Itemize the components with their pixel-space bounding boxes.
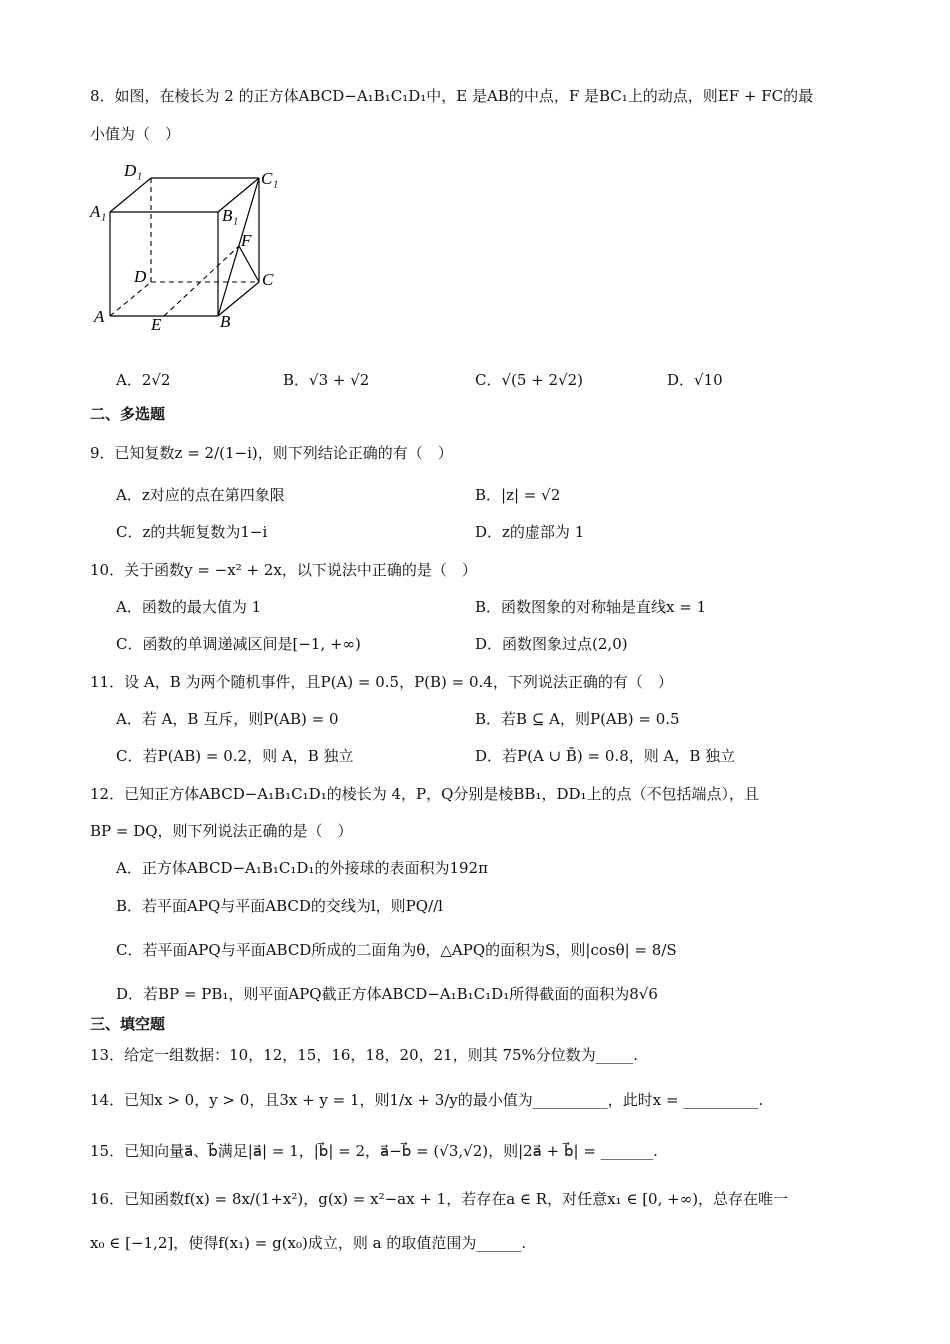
q10-option-b: B．函数图象的对称轴是直线x = 1 <box>475 598 707 616</box>
cube-figure <box>88 156 288 341</box>
q12-option-d: D．若BP = PB₁，则平面APQ截正方体ABCD−A₁B₁C₁D₁所得截面的面积为8√6 <box>116 985 658 1003</box>
q11-stem: 11．设 A，B 为两个随机事件，且P(A) = 0.5，P(B) = 0.4，下列说法正确的有（ ） <box>90 673 673 691</box>
q11-option-b: B．若B ⊆ A，则P(AB) = 0.5 <box>475 710 680 728</box>
label-E: E <box>151 315 162 334</box>
label-B1: B₁ <box>222 206 239 225</box>
q8-option-a: A．2√2 <box>116 371 171 389</box>
label-B: B <box>220 312 231 331</box>
q10-stem: 10．关于函数y = −x² + 2x，以下说法中正确的是（ ） <box>90 561 477 579</box>
section-heading-multiple-choice: 二、多选题 <box>90 405 166 423</box>
q12-option-c: C．若平面APQ与平面ABCD所成的二面角为θ，△APQ的面积为S，则|cosθ| = 8/S <box>116 941 677 959</box>
q16-line2: x₀ ∈ [−1,2]，使得f(x₁) = g(x₀)成立，则 a 的取值范围为______. <box>90 1234 527 1252</box>
q9-stem: 9．已知复数z = 2/(1−i)，则下列结论正确的有（ ） <box>90 444 453 462</box>
q9-option-b: B．|z| = √2 <box>475 486 561 504</box>
q8-option-b: B．√3 + √2 <box>283 371 370 389</box>
q12-option-a: A．正方体ABCD−A₁B₁C₁D₁的外接球的表面积为192π <box>116 859 488 877</box>
q11-option-a: A．若 A，B 互斥，则P(AB) = 0 <box>116 710 339 728</box>
q13-text: 13．给定一组数据：10，12，15，16，18，20，21，则其 75%分位数为_____. <box>90 1046 639 1064</box>
label-C1: C₁ <box>261 169 279 188</box>
label-D1: D₁ <box>124 161 143 180</box>
q8-stem-line2: 小值为（ ） <box>90 125 181 143</box>
q9-option-a: A．z对应的点在第四象限 <box>116 486 285 504</box>
q11-option-c: C．若P(AB) = 0.2，则 A，B 独立 <box>116 747 354 765</box>
q12-stem-line1: 12．已知正方体ABCD−A₁B₁C₁D₁的棱长为 4，P，Q分别是棱BB₁，DD₁上的点（不包括端点），且 <box>90 785 760 803</box>
q10-option-a: A．函数的最大值为 1 <box>116 598 262 616</box>
q12-stem-line2: BP = DQ，则下列说法正确的是（ ） <box>90 822 353 840</box>
q15-text: 15．已知向量a⃗、b⃗满足|a⃗| = 1，|b⃗| = 2，a⃗−b⃗ = (√3,√2)，则|2a⃗ + b⃗| = _______. <box>90 1142 658 1160</box>
label-A: A <box>94 307 105 326</box>
q10-option-d: D．函数图象过点(2,0) <box>475 635 628 653</box>
q12-option-b: B．若平面APQ与平面ABCD的交线为l，则PQ//l <box>116 897 443 915</box>
q9-option-d: D．z的虚部为 1 <box>475 523 585 541</box>
q11-option-d: D．若P(A ∪ B̄) = 0.8，则 A，B 独立 <box>475 747 736 765</box>
q10-option-c: C．函数的单调递减区间是[−1, +∞) <box>116 635 361 653</box>
q14-text: 14．已知x > 0，y > 0，且3x + y = 1，则1/x + 3/y的最小值为__________，此时x = __________. <box>90 1091 764 1109</box>
q8-stem-line1: 8．如图，在棱长为 2 的正方体ABCD−A₁B₁C₁D₁中，E 是AB的中点，F 是BC₁上的动点，则EF + FC的最 <box>90 87 814 105</box>
q8-option-c: C．√(5 + 2√2) <box>475 371 584 389</box>
label-F: F <box>241 231 252 250</box>
label-C: C <box>262 270 274 289</box>
q16-line1: 16．已知函数f(x) = 8x/(1+x²)，g(x) = x²−ax + 1，若存在a ∈ R，对任意x₁ ∈ [0, +∞)，总存在唯一 <box>90 1190 789 1208</box>
section-heading-fill-in: 三、填空题 <box>90 1015 166 1033</box>
q9-option-c: C．z的共轭复数为1−i <box>116 523 268 541</box>
label-A1: A₁ <box>90 202 107 221</box>
q8-option-d: D．√10 <box>667 371 723 389</box>
label-D: D <box>134 267 147 286</box>
